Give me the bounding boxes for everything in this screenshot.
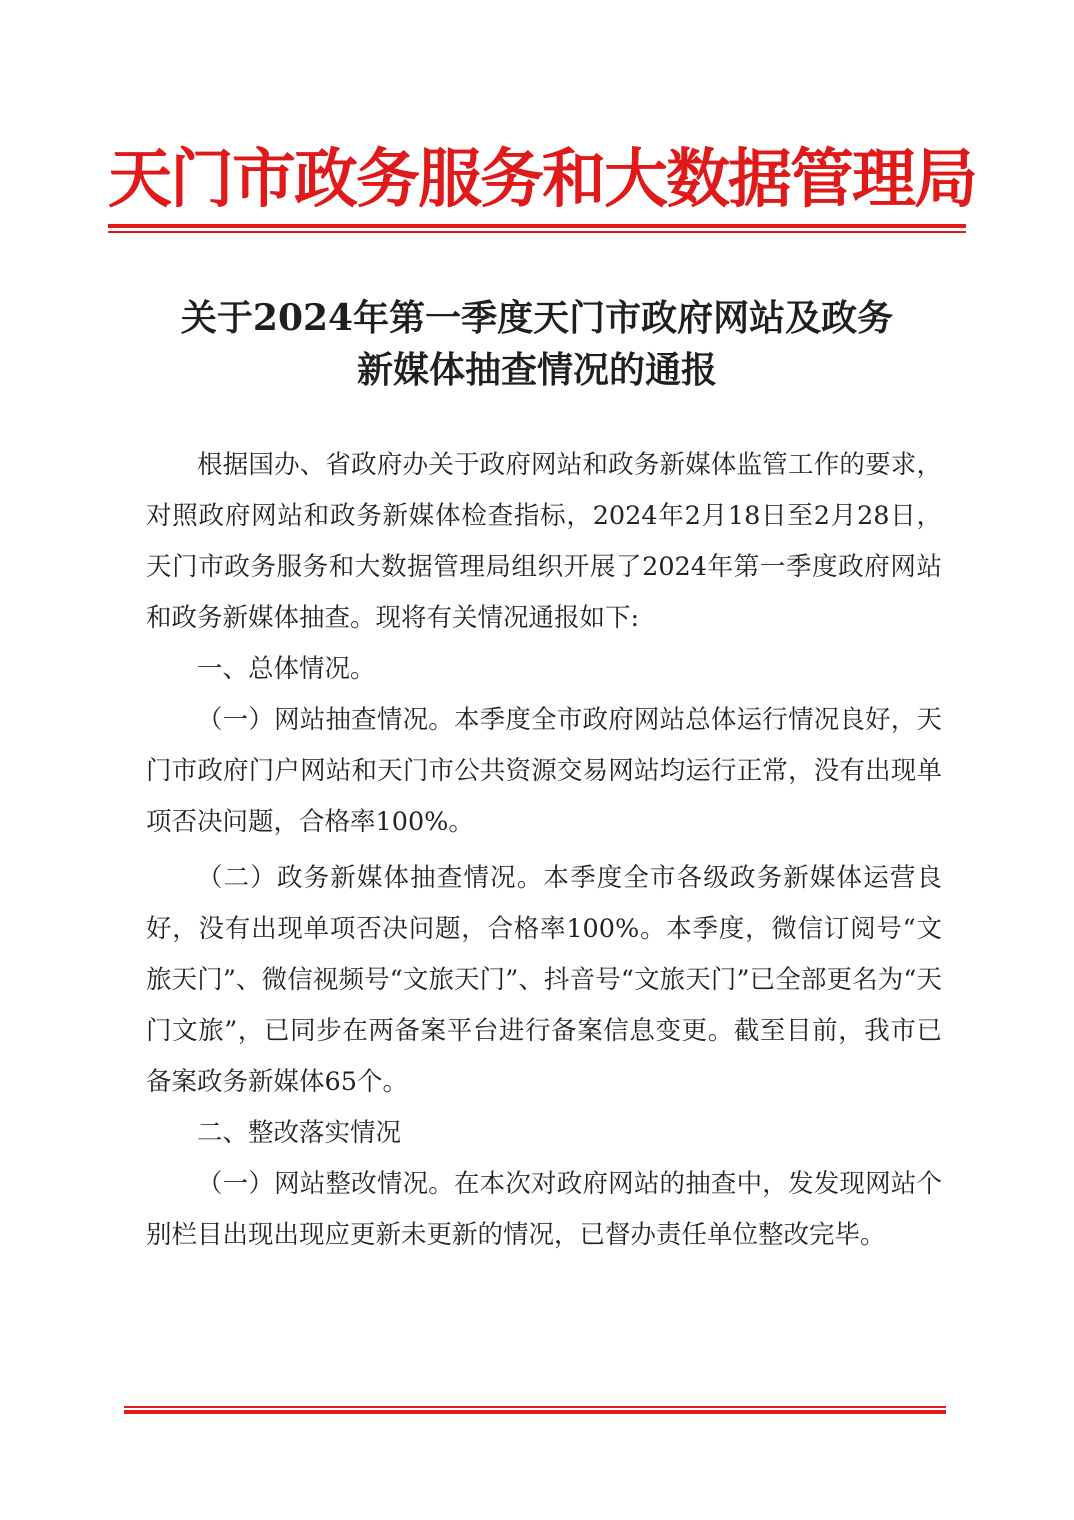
footer-rule-thin [124, 1406, 946, 1408]
header-rule-thick [108, 224, 966, 228]
title-line-2: 新媒体抽查情况的通报 [356, 349, 717, 391]
section-1-heading: 一、总体情况。 [197, 654, 376, 684]
section-2-heading: 二、整改落实情况 [197, 1118, 402, 1148]
header-rule-thin [108, 231, 966, 233]
intro-paragraph: 根据国办、省政府办关于政府网站和政务新媒体监管工作的要求，对照政府网站和政务新媒体检查指标，2024年2月18日至2月28日，天门市政务服务和大数据管理局组织开展了2024年第一季度政府网站和政务新媒体抽查。现将有关情况通报如下: [146, 450, 942, 633]
document-body [146, 440, 942, 1261]
section-1-paragraph-1: （一）网站抽查情况。本季度全市政府网站总体运行情况良好，天门市政府门户网站和天门市公共资源交易网站均运行正常，没有出现单项否决问题，合格率100%。 [146, 705, 942, 837]
section-2-paragraph-1: （一）网站整改情况。在本次对政府网站的抽查中，发发现网站个别栏目出现出现应更新未更新的情况，已督办责任单位整改完毕。 [146, 1169, 942, 1250]
section-1-paragraph-2: （二）政务新媒体抽查情况。本季度全市各级政务新媒体运营良好，没有出现单项否决问题，合格率100%。本季度，微信订阅号“文旅天门”、微信视频号“文旅天门”、抖音号“文旅天门”已全部更名为“天门文旅”，已同步在两备案平台进行备案信息变更。截至目前，我市已备案政务新媒体65个。 [146, 863, 942, 1097]
footer-rule-thick [124, 1410, 946, 1414]
document-title [120, 292, 954, 396]
title-line-1: 关于2024年第一季度天门市政府网站及政务 [180, 297, 894, 339]
org-letterhead: 天门市政务服务和大数据管理局 [108, 142, 976, 217]
